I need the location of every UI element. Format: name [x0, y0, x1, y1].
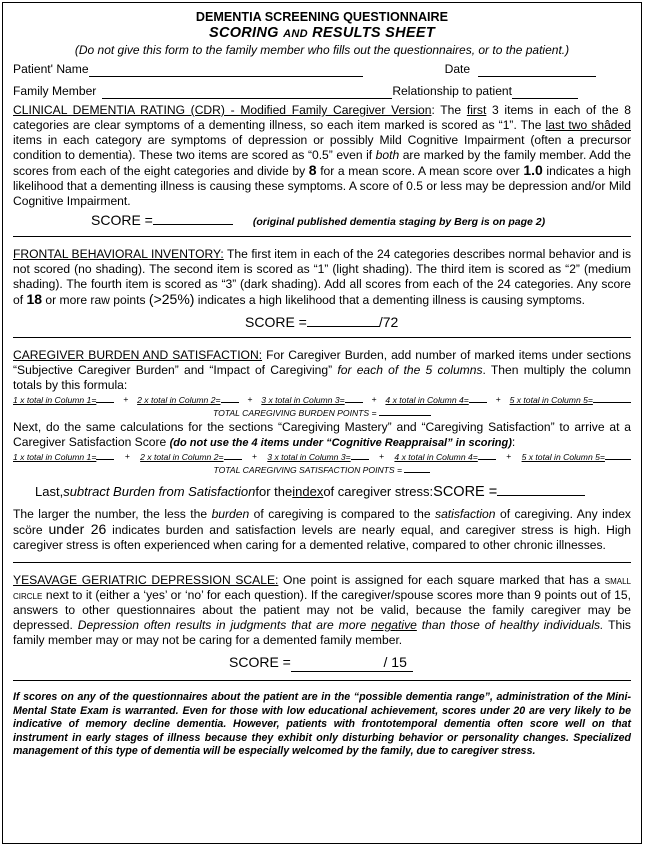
stress-score-field[interactable]	[497, 481, 585, 496]
family-row	[13, 80, 631, 99]
date-field[interactable]	[478, 64, 596, 77]
fbi-section: FRONTAL BEHAVIORAL INVENTORY: The first item in each of the 24 categories describes normal behavior and is not scored (no shading). The second item is scored as “1” (light shading). The third item is scored as “2” (medium shading). The fourth item is scored as “3” (dark shading). Add all scores from each of the 24 categories. Any score of 18 or more raw points (>25%) indicates a high likelihood that a dementing illness is causing symptoms.	[13, 247, 631, 307]
stress-interpretation: The larger the number, the less the burden of caregiving is compared to the satisfaction of caregiving. Any index scöre under 26 indicates burden and satisfaction levels are nearly equal, and caregiver stress is high. High caregiver stress is often experienced when caring for a demented relative, compared to other chronic illnesses.	[13, 507, 631, 552]
cdr-score-row	[13, 210, 631, 231]
fbi-heading: FRONTAL BEHAVIORAL INVENTORY:	[13, 247, 224, 261]
satisfaction-formula: 1 x total in Column 1= + 2 x total in Column 2= + 3 x total in Column 3= + 4 x total in Column 4= + 5 x total in Column 5=	[13, 451, 631, 463]
distribution-note: (Do not give this form to the family member who fills out the questionnaires, or to the patient.)	[74, 43, 570, 57]
gds-score-field[interactable]	[291, 653, 413, 672]
burden-col1-field[interactable]	[96, 394, 114, 403]
divider	[13, 680, 631, 681]
document-subtitle: SCORING AND RESULTS SHEET	[208, 25, 436, 41]
satisfaction-col3-field[interactable]	[351, 451, 369, 460]
patient-row	[13, 58, 631, 77]
burden-total-row: TOTAL CAREGIVING BURDEN POINTS =	[13, 406, 631, 419]
divider	[13, 337, 631, 338]
divider	[13, 236, 631, 237]
family-member-label: Family Member	[13, 84, 97, 98]
satisfaction-instructions: Next, do the same calculations for the sections “Caregiving Mastery” and “Caregiving Satisfaction” to arrive at a Caregiver Satisfaction Score (do not use the 4 items under “Cognitive Reappraisal” in scoring):	[13, 420, 631, 449]
scoring-sheet-page	[2, 2, 642, 844]
satisfaction-col2-field[interactable]	[224, 451, 242, 460]
burden-col2-field[interactable]	[221, 394, 239, 403]
cdr-section: CLINICAL DEMENTIA RATING (CDR) - Modified Family Caregiver Version: The first 3 items in each of the 8 categories are clear symptoms of a dementing illness, so each item marked is scored as “1”. The last two shâded items in each category are symptoms of depression or possibly Mild Cognitive Impairment (often a precursor condition to dementia). These two items are scored as “0.5” even if both are marked by the family member. Add the scores from each of the eight categories and divide by 8 for a mean score. A mean score over 1.0 indicates a high likelihood that a dementing illness is causing these symptoms. A score of 0.5 or less may be depression and/or Mild Cognitive Impairment.	[13, 103, 631, 208]
patient-name-field[interactable]	[89, 64, 363, 77]
burden-formula: 1 x total in Column 1= + 2 x total in Column 2= + 3 x total in Column 3= + 4 x total in Column 4= + 5 x total in Column 5=	[13, 394, 631, 406]
satisfaction-col4-field[interactable]	[478, 451, 496, 460]
satisfaction-col1-field[interactable]	[96, 451, 114, 460]
fbi-score-field[interactable]	[307, 312, 379, 327]
burden-col4-field[interactable]	[469, 394, 487, 403]
satisfaction-col5-field[interactable]	[605, 451, 631, 460]
burden-col5-field[interactable]	[593, 394, 631, 403]
fbi-score-max: /72	[378, 314, 399, 330]
relationship-field[interactable]	[512, 86, 578, 99]
fbi-score-row	[13, 312, 631, 331]
date-label: Date	[444, 62, 471, 76]
burden-total-field[interactable]	[379, 406, 431, 416]
gds-score-label: SCORE =	[229, 654, 291, 670]
cdr-score-field[interactable]	[153, 210, 233, 225]
gds-score-max: / 15	[383, 654, 407, 670]
relationship-label: Relationship to patient	[392, 84, 513, 98]
burden-heading: CAREGIVER BURDEN AND SATISFACTION:	[13, 348, 263, 362]
fbi-score-label: SCORE =	[245, 314, 307, 330]
cdr-score-note: (original published dementia staging by Berg is on page 2)	[252, 216, 546, 228]
satisfaction-total-row: TOTAL CAREGIVING SATISFACTION POINTS =	[13, 463, 631, 476]
gds-section: YESAVAGE GERIATRIC DEPRESSION SCALE: One point is assigned for each square marked that has a small circle next to it (either a ‘yes’ or ‘no’ for each question). If the caregiver/spouse scores more than 9 points out of 15, answers to other questionnaires about the patient may not be valid, because the family caregiver may be depressed. Depression often results in judgments that are more negative than those of healthy individuals. This family member may or may not be caring for a demented family member.	[13, 573, 631, 647]
document-title: DEMENTIA SCREENING QUESTIONNAIRE	[195, 10, 449, 24]
stress-score-label: SCORE =	[433, 484, 498, 500]
gds-score-row	[13, 653, 631, 672]
burden-col3-field[interactable]	[345, 394, 363, 403]
cdr-heading: CLINICAL DEMENTIA RATING (CDR) - Modified Family Caregiver Version	[13, 103, 432, 117]
burden-section: CAREGIVER BURDEN AND SATISFACTION: For Caregiver Burden, add number of marked items under sections “Subjective Caregiver Burden” and “Impact of Caregiving” for each of the 5 columns. Then multiply the column totals by this formula:	[13, 348, 631, 392]
patient-name-label: Patient' Name	[13, 62, 89, 76]
footer-note: If scores on any of the questionnaires about the patient are in the “possible dementia range”, administration of the Mini-Mental State Exam is warranted. Even for those with low educational achievement, scores under 20 are very likely to be indicative of memory decline dementia. However, patients with frontotemporal dementia often score well on that instrument in early stages of illness because they exhibit only disturbing behavior or personality changes. Specialized management of this type of dementia will be especially welcomed by the family, due to caregiver stress.	[13, 691, 631, 757]
satisfaction-total-field[interactable]	[404, 463, 430, 473]
stress-index-row: Last, subtract Burden from Satisfaction for the index of caregiver stress: SCORE =	[13, 481, 631, 501]
cdr-score-label: SCORE =	[91, 212, 153, 228]
gds-heading: YESAVAGE GERIATRIC DEPRESSION SCALE:	[13, 573, 279, 587]
divider	[13, 562, 631, 563]
family-member-field[interactable]	[102, 86, 392, 99]
